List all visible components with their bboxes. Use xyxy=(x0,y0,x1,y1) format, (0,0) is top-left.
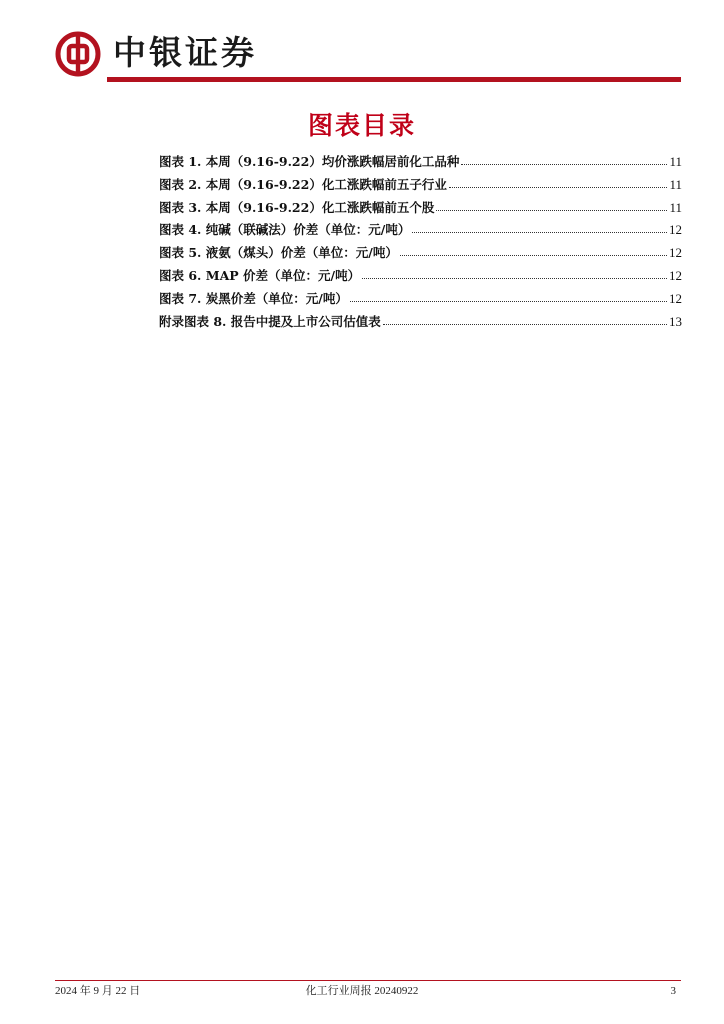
toc-dot-leader xyxy=(412,222,667,233)
toc-dot-leader xyxy=(461,154,667,165)
toc-entry[interactable] xyxy=(159,220,682,243)
toc-dot-leader xyxy=(362,268,667,279)
toc-dot-leader xyxy=(449,177,668,188)
toc-entry-page[interactable]: 13 xyxy=(669,313,682,329)
toc-entry-label[interactable]: 附录图表 8. 报告中提及上市公司估值表 xyxy=(159,313,381,329)
toc-dot-leader xyxy=(383,314,667,325)
toc-dot-leader xyxy=(400,245,667,256)
toc-dot-leader xyxy=(350,291,667,302)
toc-entry-page[interactable]: 12 xyxy=(669,267,682,283)
footer-report-name: 化工行业周报 20240922 xyxy=(305,985,419,997)
toc-entry[interactable] xyxy=(159,198,682,221)
toc-entry[interactable] xyxy=(159,312,682,335)
toc-entry-label[interactable]: 图表 1. 本周（9.16-9.22）均价涨跌幅居前化工品种 xyxy=(159,154,460,169)
toc-title: 图表目录 xyxy=(307,111,416,140)
toc-entry-page[interactable]: 11 xyxy=(669,154,682,169)
toc-entry-label[interactable]: 图表 7. 炭黑价差（单位：元/吨） xyxy=(159,290,348,306)
toc-entry-page[interactable]: 12 xyxy=(669,290,682,306)
toc-entry[interactable] xyxy=(159,266,682,289)
toc-entry[interactable] xyxy=(159,289,682,312)
toc-entry-page[interactable]: 12 xyxy=(669,245,682,261)
toc-entry-label[interactable]: 图表 4. 纯碱（联碱法）价差（单位：元/吨） xyxy=(159,222,411,238)
toc-entry-page[interactable]: 11 xyxy=(669,176,682,192)
footer-date: 2024 年 9 月 22 日 xyxy=(55,985,141,997)
page-header xyxy=(55,28,681,88)
brand-name: 中银证券 xyxy=(113,33,257,72)
toc-entry-label[interactable]: 图表 3. 本周（9.16-9.22）化工涨跌幅前五个股 xyxy=(159,199,435,215)
toc-dot-leader xyxy=(436,200,667,211)
header-divider xyxy=(107,77,681,82)
footer-page-number: 3 xyxy=(670,985,676,997)
toc-entry-label[interactable]: 图表 5. 液氨（煤头）价差（单位：元/吨） xyxy=(159,245,398,261)
bank-of-china-logo-icon xyxy=(55,31,101,77)
toc-entry-page[interactable]: 12 xyxy=(669,222,682,238)
toc-entry-label[interactable]: 图表 6. MAP 价差（单位：元/吨） xyxy=(159,267,361,283)
toc-entry-page[interactable]: 11 xyxy=(669,199,682,215)
toc-entry[interactable] xyxy=(159,243,682,266)
toc-entry[interactable] xyxy=(159,175,682,198)
footer-divider xyxy=(55,980,681,981)
toc-entry-label[interactable]: 图表 2. 本周（9.16-9.22）化工涨跌幅前五子行业 xyxy=(159,176,447,192)
toc-entry[interactable] xyxy=(159,152,682,175)
table-of-figures xyxy=(159,152,682,334)
